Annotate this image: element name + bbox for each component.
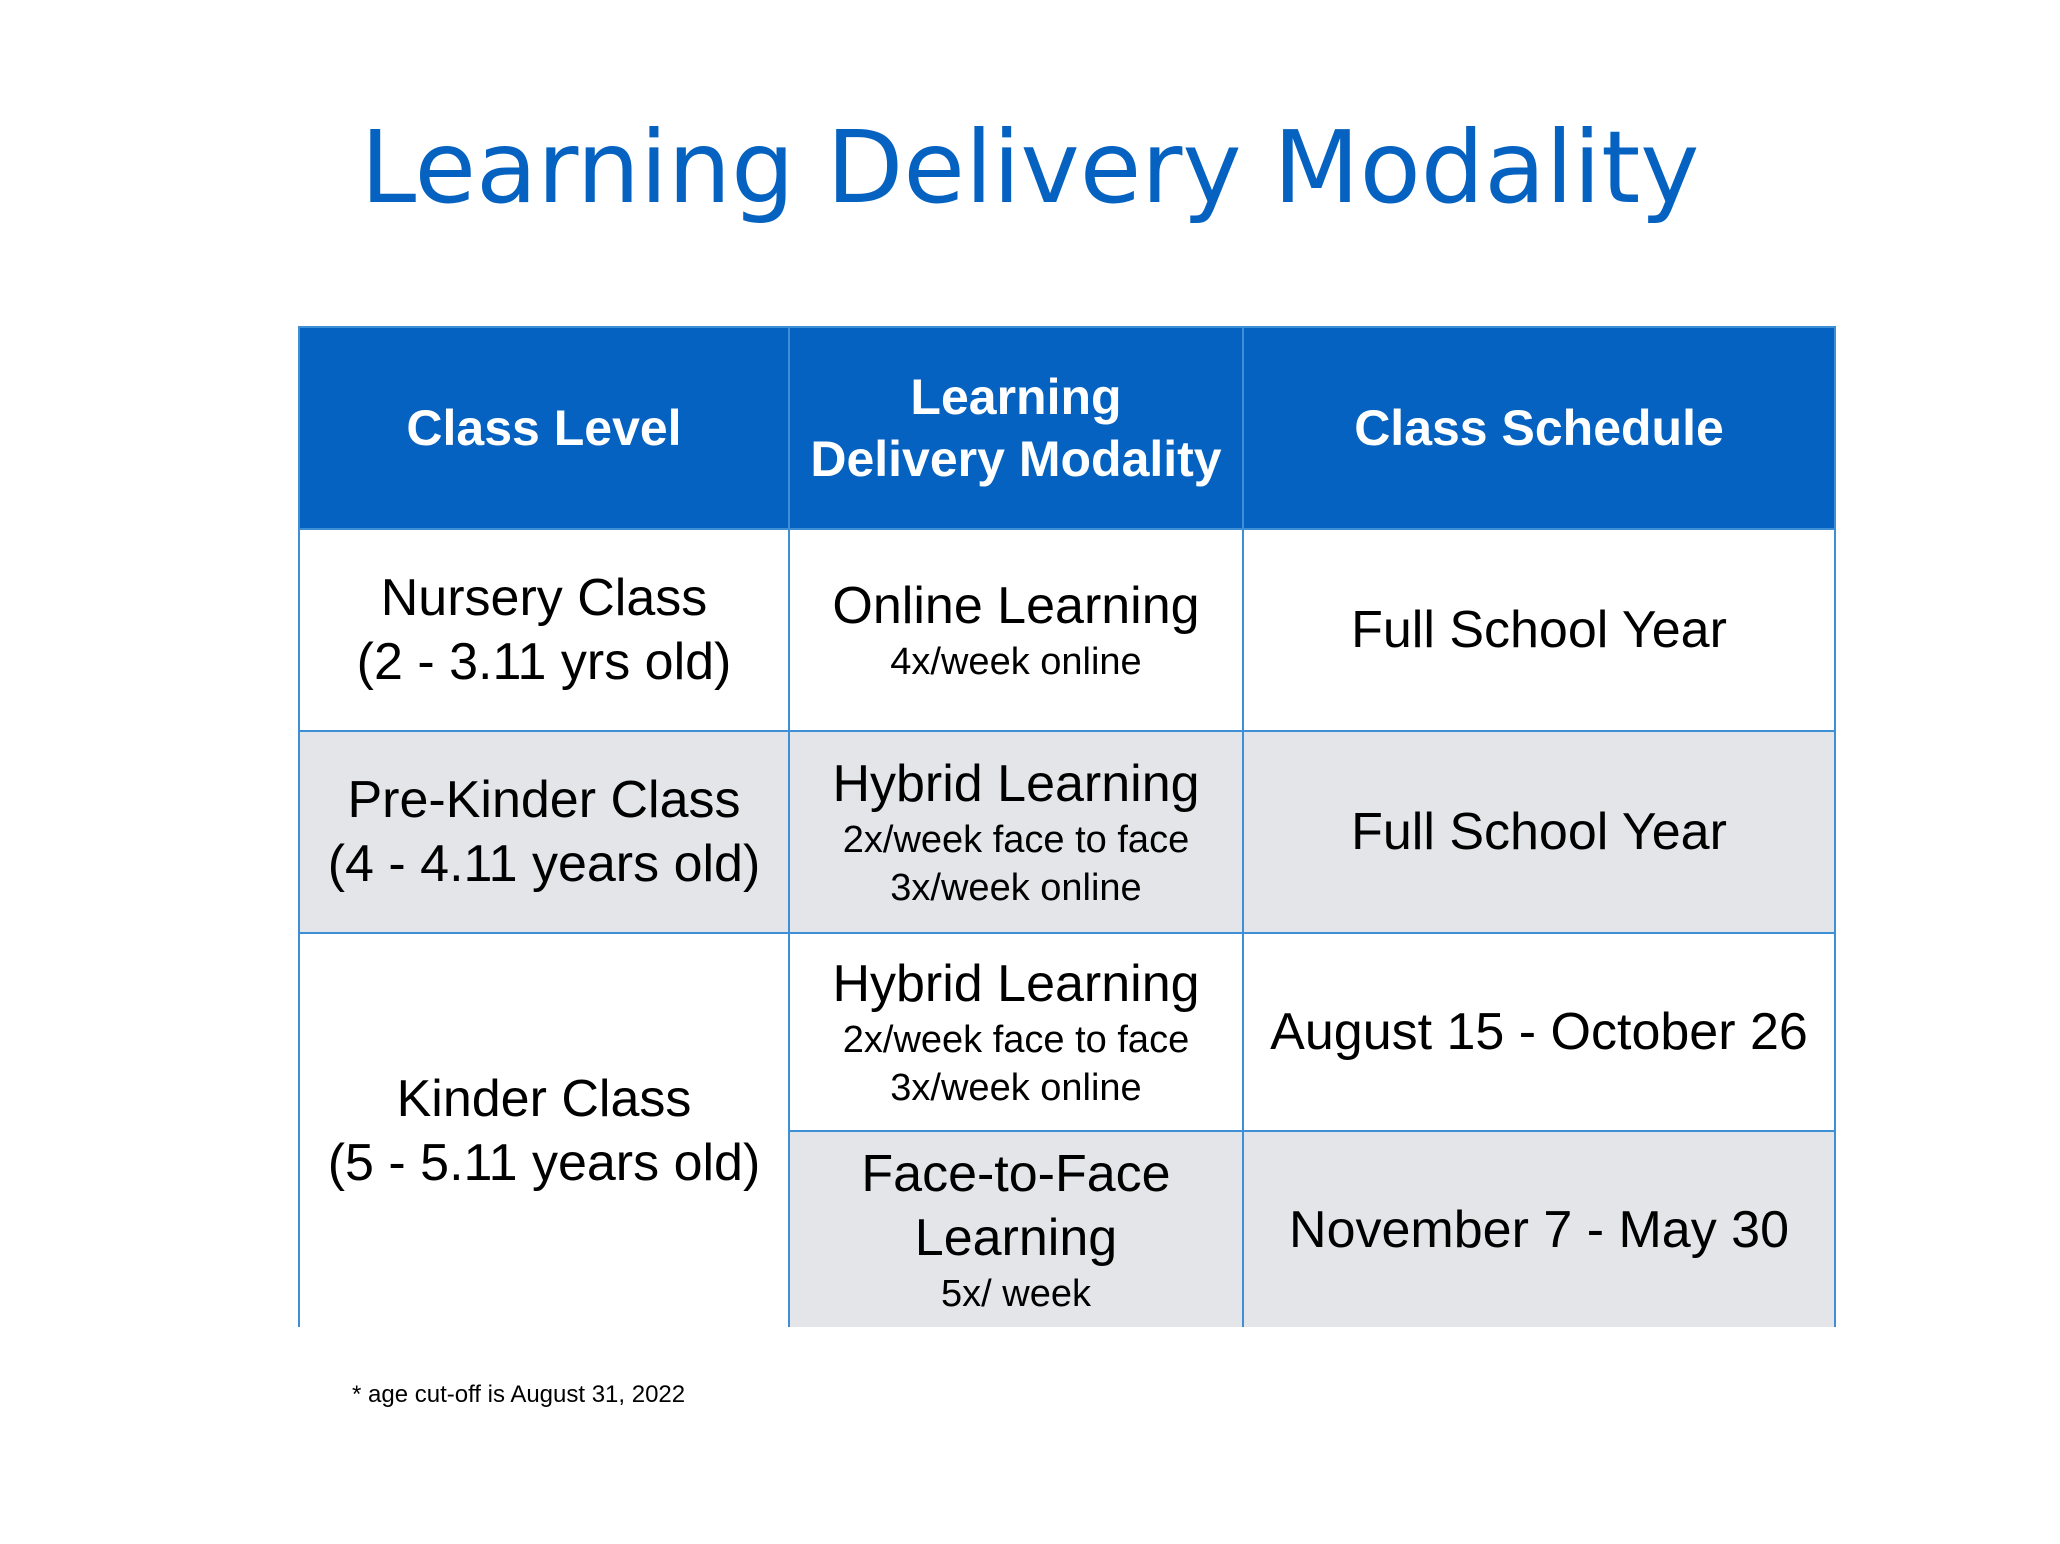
cell-class-level: [299, 731, 789, 933]
modality-detail: 2x/week face to face: [842, 819, 1190, 861]
header-class-schedule: [1243, 327, 1835, 529]
class-level-age: (4 - 4.11 years old): [327, 835, 761, 893]
cell-modality: [789, 529, 1243, 731]
class-level-age: (2 - 3.11 yrs old): [356, 633, 732, 691]
table-row: [299, 731, 1835, 933]
modality-name: Hybrid Learning: [832, 955, 1200, 1013]
cell-modality: [789, 731, 1243, 933]
header-class-level: [299, 327, 789, 529]
cell-schedule: [1243, 731, 1835, 933]
modality-name-line1: Face-to-Face: [861, 1144, 1171, 1203]
modality-name-line2: Learning: [914, 1208, 1118, 1267]
header-class-schedule-label: Class Schedule: [1354, 400, 1724, 456]
schedule-text: Full School Year: [1351, 803, 1727, 861]
cell-schedule: [1243, 1131, 1835, 1327]
schedule-text: Full School Year: [1351, 601, 1727, 659]
class-level-name: Kinder Class: [396, 1069, 692, 1128]
modality-name: Online Learning: [832, 577, 1200, 635]
modality-detail: 2x/week face to face: [842, 1019, 1190, 1061]
class-level-age: (5 - 5.11 years old): [327, 1133, 761, 1192]
header-learning-delivery-modality: [789, 327, 1243, 529]
modality-name: Hybrid Learning: [832, 755, 1200, 813]
page-title: Learning Delivery Modality: [360, 109, 1700, 226]
schedule-text: August 15 - October 26: [1270, 1003, 1808, 1061]
cell-modality: [789, 933, 1243, 1131]
table-row: [299, 933, 1835, 1131]
modality-detail: 3x/week online: [890, 867, 1142, 909]
modality-detail: 3x/week online: [890, 1067, 1142, 1109]
cell-schedule: [1243, 933, 1835, 1131]
footnote: * age cut-off is August 31, 2022: [352, 1381, 686, 1408]
header-class-level-label: Class Level: [406, 400, 682, 456]
header-modality-line1: Learning: [910, 369, 1122, 425]
cell-class-level: [299, 529, 789, 731]
class-level-name: Nursery Class: [380, 569, 708, 627]
schedule-table: [298, 326, 1836, 1327]
table-header-row: [299, 327, 1835, 529]
header-modality-line2: Delivery Modality: [810, 431, 1222, 487]
cell-class-level: [299, 933, 789, 1327]
cell-modality: [789, 1131, 1243, 1327]
modality-detail: 5x/ week: [941, 1272, 1091, 1315]
class-level-name: Pre-Kinder Class: [347, 771, 741, 829]
modality-detail: 4x/week online: [890, 641, 1142, 683]
table-row: [299, 529, 1835, 731]
schedule-text: November 7 - May 30: [1289, 1200, 1789, 1259]
cell-schedule: [1243, 529, 1835, 731]
